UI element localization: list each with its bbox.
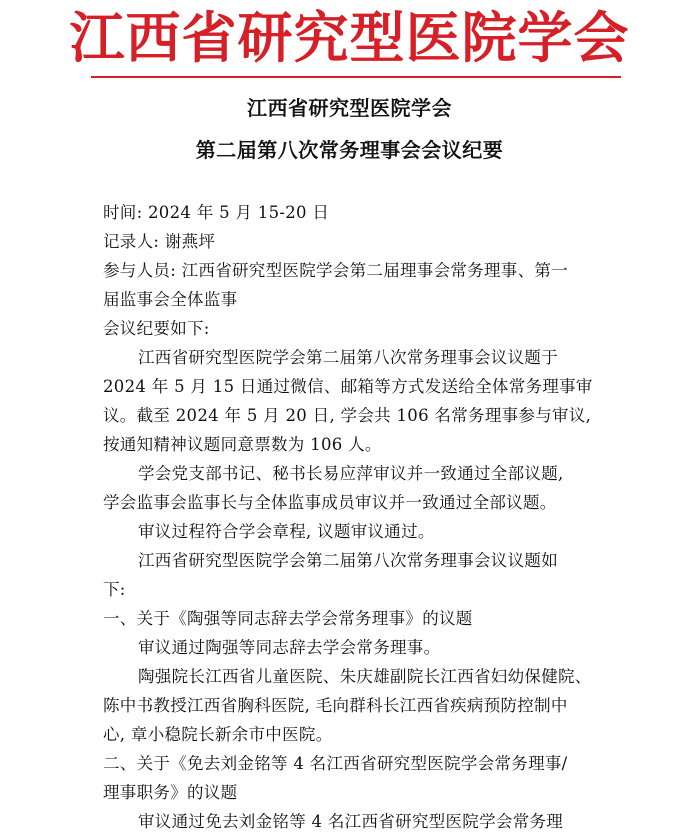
paragraph-line: 心, 章小稳院长新余市中医院。	[103, 725, 333, 744]
paragraph-line: 陈中书教授江西省胸科医院, 毛向群科长江西省疾病预防控制中	[103, 696, 568, 715]
paragraph-line: 审议通过免去刘金铭等 4 名江西省研究型医院学会常务理	[138, 812, 564, 831]
document-title-meeting: 第二届第八次常务理事会会议纪要	[195, 138, 504, 162]
paragraph-line: 审议通过陶强等同志辞去学会常务理事。	[138, 638, 441, 657]
paragraph-line: 江西省研究型医院学会第二届第八次常务理事会议议题如	[138, 551, 558, 570]
paragraph-line: 2024 年 5 月 15 日通过微信、邮箱等方式发送给全体常务理事审	[103, 377, 593, 396]
participants-line-1: 参与人员: 江西省研究型医院学会第二届理事会常务理事、第一	[103, 261, 569, 280]
recorder: 记录人: 谢燕坪	[103, 232, 216, 251]
paragraph-line: 陶强院长江西省儿童医院、朱庆雄副院长江西省妇幼保健院、	[138, 667, 592, 686]
agenda-heading-2: 二、关于《免去刘金铭等 4 名江西省研究型医院学会常务理事/	[103, 754, 568, 773]
minutes-intro: 会议纪要如下:	[103, 319, 210, 338]
paragraph-line: 审议过程符合学会章程, 议题审议通过。	[138, 522, 435, 541]
paragraph-line: 按通知精神议题同意票数为 106 人。	[103, 435, 382, 454]
paragraph-line: 学会党支部书记、秘书长易应萍审议并一致通过全部议题,	[138, 464, 564, 483]
masthead-divider	[91, 76, 621, 78]
document-title-org: 江西省研究型医院学会	[247, 96, 452, 120]
meeting-time: 时间: 2024 年 5 月 15-20 日	[103, 203, 330, 222]
agenda-heading-2-cont: 理事职务》的议题	[103, 783, 238, 802]
masthead-title: 江西省研究型医院学会	[69, 6, 630, 70]
paragraph-line: 下:	[103, 580, 126, 599]
participants-line-2: 届监事会全体监事	[103, 290, 238, 309]
paragraph-line: 江西省研究型医院学会第二届第八次常务理事会议议题于	[138, 348, 558, 367]
paragraph-line: 学会监事会监事长与全体监事成员审议并一致通过全部议题。	[103, 493, 557, 512]
paragraph-line: 议。截至 2024 年 5 月 20 日, 学会共 106 名常务理事参与审议,	[103, 406, 592, 425]
agenda-heading-1: 一、关于《陶强等同志辞去学会常务理事》的议题	[103, 609, 473, 628]
